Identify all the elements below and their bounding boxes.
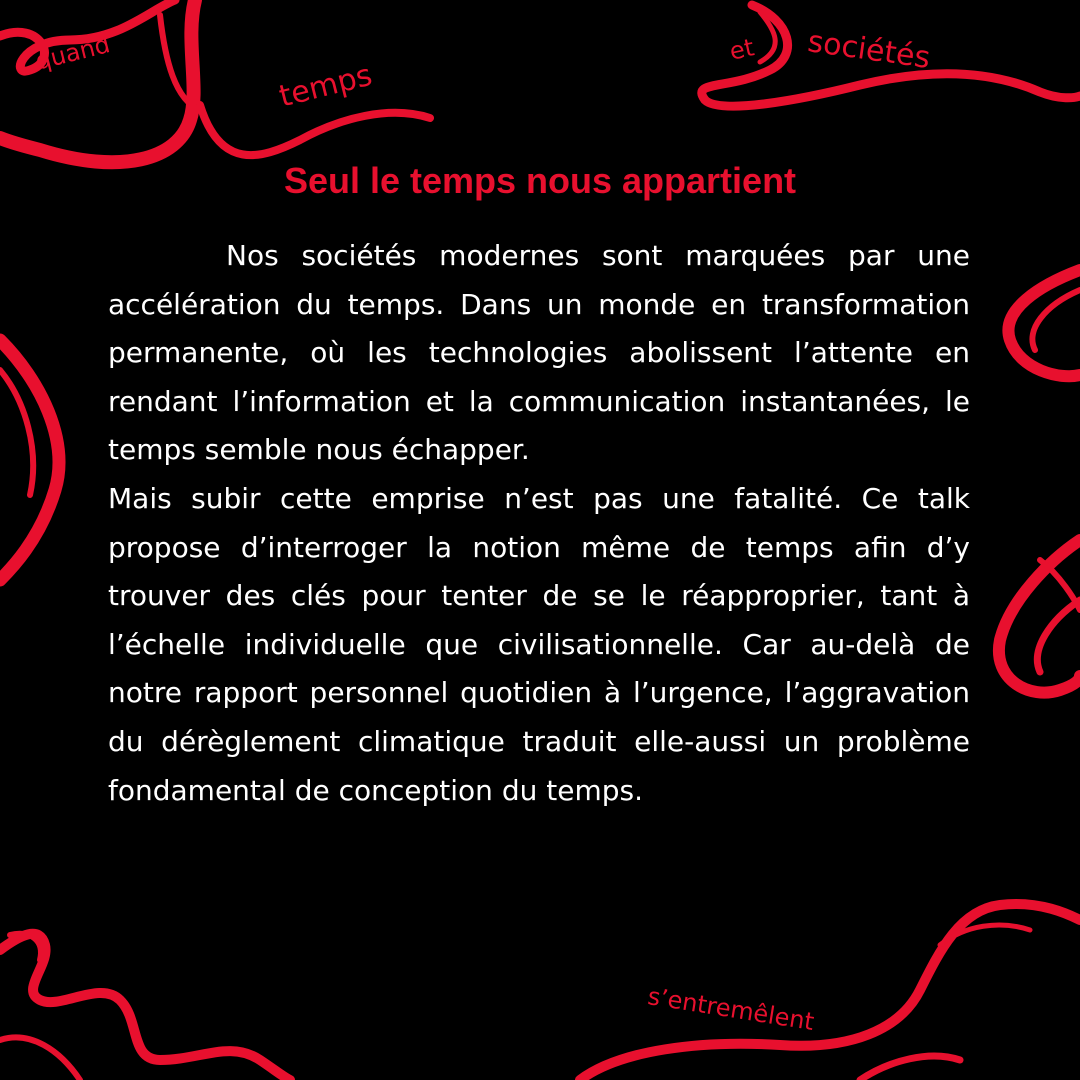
decor-word-temps: temps: [275, 57, 376, 115]
page-title: Seul le temps nous appartient: [283, 160, 797, 201]
decor-word-et: et: [727, 33, 757, 66]
decor-word-entremelent: s’entremêlent: [645, 982, 816, 1037]
paragraph-2: Mais subir cette emprise n’est pas une fatalité. Ce talk propose d’interroger la notion même de temps afin d’y trouver des clés pour tenter de se le réapproprier, tant à l’échelle individuelle que civilisationnelle. Car au-delà de notre rapport personnel quotidien à l’urgence, l’aggravation du dérèglement climatique traduit elle-aussi un problème fondamental de conception du temps.: [108, 481, 970, 807]
decor-word-societes: sociétés: [805, 24, 933, 76]
body-text: [108, 232, 970, 815]
paragraph-1: Nos sociétés modernes sont marquées par une accélération du temps. Dans un monde en transformation permanente, où les technologies abolissent l’attente en rendant l’information et la communication instantanées, le temps semble nous échapper.: [108, 239, 970, 467]
decor-word-quand: quand: [32, 30, 113, 76]
